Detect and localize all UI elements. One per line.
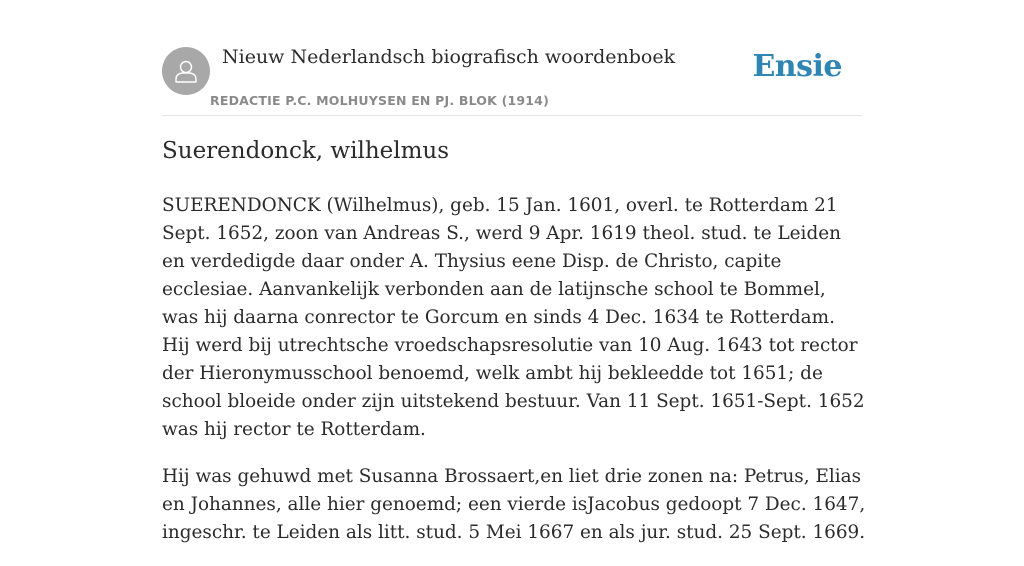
ensie-logo[interactable]: Ensie bbox=[752, 49, 842, 84]
user-avatar-icon[interactable] bbox=[162, 47, 210, 95]
article-paragraph: SUERENDONCK (Wilhelmus), geb. 15 Jan. 1601, overl. te Rotterdam 21 Sept. 1652, zoon van Andreas S., werd 9 Apr. 1619 theol. stud. te Leiden en verdedigde daar onder A. Thysius eene Disp. de Christo, capite ecclesiae. Aanvankelijk verbonden aan de latijnsche school te Bommel, was hij daarna conrector te Gorcum en sinds 4 Dec. 1634 te Rotterdam. Hij werd bij utrechtsche vroedschapsresolutie van 10 Aug. 1643 tot rector der Hieronymusschool benoemd, welk ambt hij bekleedde tot 1651; de school bloeide onder zijn uitstekend bestuur. Van 11 Sept. 1651-Sept. 1652 was hij rector te Rotterdam. bbox=[162, 195, 865, 440]
article-title: Suerendonck, wilhelmus bbox=[162, 138, 450, 164]
book-editor-label: REDACTIE P.C. MOLHUYSEN EN PJ. BLOK (1914) bbox=[210, 93, 549, 108]
person-outline-icon bbox=[171, 56, 201, 86]
page-container bbox=[162, 0, 866, 543]
book-title-link[interactable]: Nieuw Nederlandsch biografisch woordenboek bbox=[222, 46, 676, 68]
article-paragraph: Hij was gehuwd met Susanna Brossaert,en liet drie zonen na: Petrus, Elias en Johannes, alle hier genoemd; een vierde isJacobus gedoopt 7 Dec. 1647, ingeschr. te Leiden als litt. stud. 5 Mei 1667 en als jur. stud. 25 Sept. 1669. bbox=[162, 466, 866, 543]
book-header bbox=[162, 0, 862, 116]
article-body bbox=[162, 192, 866, 566]
